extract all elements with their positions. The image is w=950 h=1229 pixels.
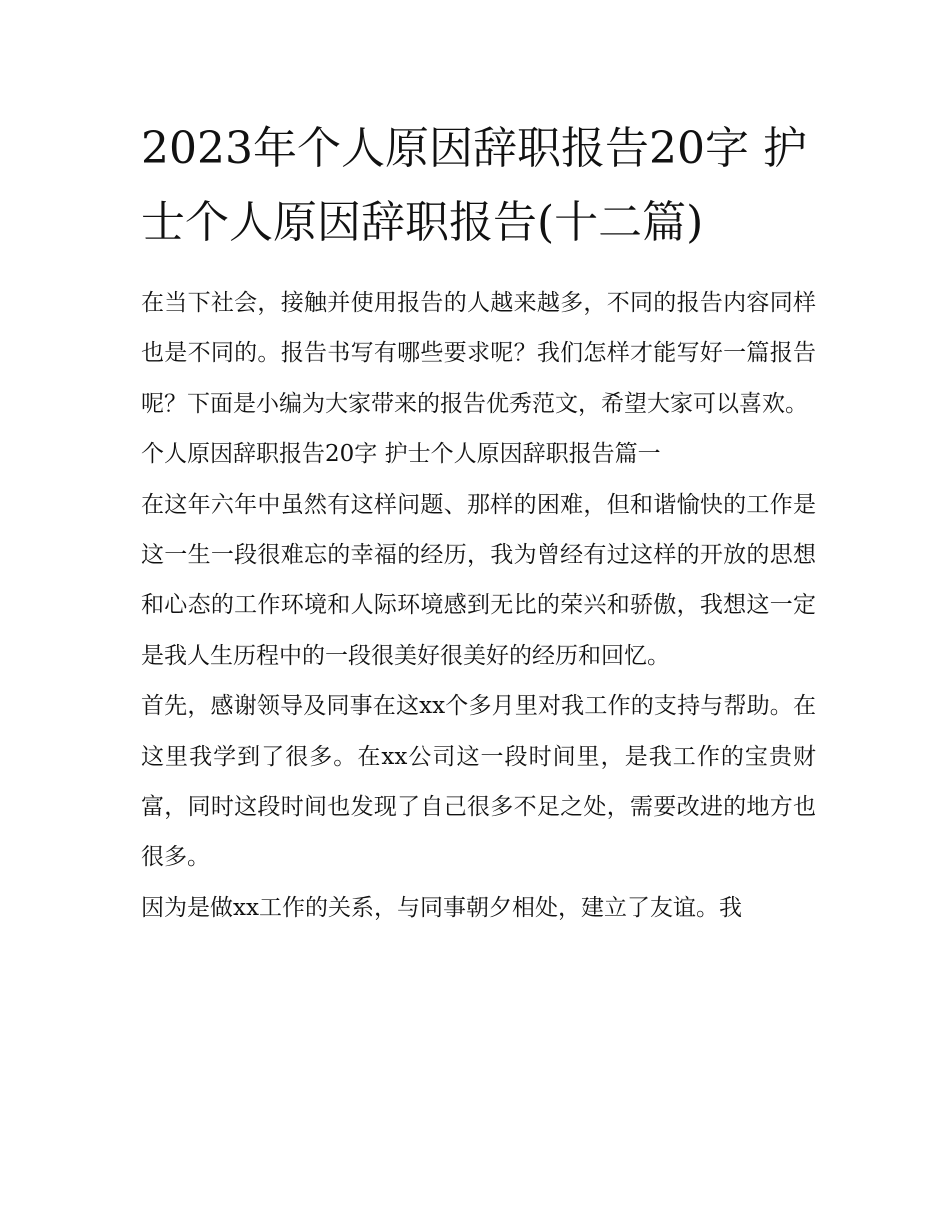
document-title: 2023年个人原因辞职报告20字 护士个人原因辞职报告(十二篇) (141, 123, 807, 248)
intro-paragraph: 在当下社会，接触并使用报告的人越来越多，不同的报告内容同样也是不同的。报告书写有哪些要求呢？我们怎样才能写好一篇报告呢？下面是小编为大家带来的报告优秀范文，希望大家可以喜欢。 (141, 290, 816, 417)
document-page (141, 112, 816, 933)
body-paragraph: 在这年六年中虽然有这样问题、那样的困难，但和谐愉快的工作是这一生一段很难忘的幸福的经历，我为曾经有过这样的开放的思想和心态的工作环境和人际环境感到无比的荣兴和骄傲，我想这一定是我人生历程中的一段很美好很美好的经历和回忆。 (141, 491, 816, 669)
section-heading: 个人原因辞职报告20字 护士个人原因辞职报告篇一 (141, 441, 661, 468)
body-paragraph: 首先，感谢领导及同事在这xx个多月里对我工作的支持与帮助。在这里我学到了很多。在xx公司这一段时间里，是我工作的宝贵财富，同时这段时间也发现了自己很多不足之处，需要改进的地方也很多。 (141, 693, 816, 871)
body-paragraph: 因为是做xx工作的关系，与同事朝夕相处，建立了友谊。我 (141, 894, 742, 921)
